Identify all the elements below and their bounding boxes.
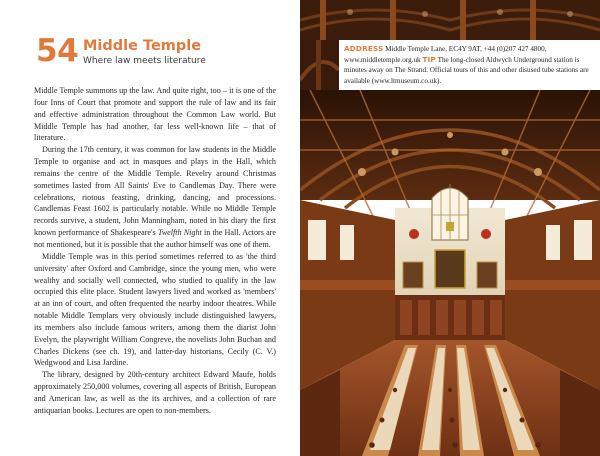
great-hall-photo-icon bbox=[300, 90, 600, 456]
chapter-title: Middle Temple bbox=[83, 38, 202, 54]
paragraph bbox=[34, 144, 276, 251]
chapter-heading bbox=[36, 33, 286, 69]
play-title: Twelfth Night bbox=[157, 228, 202, 238]
roof-beams-icon bbox=[300, 0, 600, 40]
chapter-subtitle: Where law meets literature bbox=[83, 56, 206, 66]
photo-left-strip bbox=[300, 40, 339, 92]
body-text bbox=[34, 85, 276, 417]
tip-text: The long-closed Aldwych Underground station is minutes away on The Strand. Official tours of this and other disused tube stations are available (www.ltmuseum.co.uk). bbox=[344, 55, 589, 85]
great-hall-photo bbox=[300, 90, 600, 456]
right-page bbox=[300, 0, 600, 456]
paragraph-text: During the 17th century, it was common for law students in the Middle Temple to organise and act in masques and plays in the Hall, which remains the centre of the Middle Temple. Revelry around Christmas sometimes lasted from All Saints' Eve to Candlemas Day. There were celebrations, riotous feasting, drinking, dancing, and processions. Candlemas Feast 1602 is particularly notable. While no Middle Temple records survive, a student, John Manningham, noted in his diary the first known performance of Shakespeare's bbox=[34, 145, 276, 238]
paragraph: The library, designed by 20th-century architect Edward Maufe, holds approximately 250,000 volumes, covering all aspects of British, European and American law, as well as the its archives, and a collection of rare antiquarian books. Lectures are open to non-members. bbox=[34, 370, 276, 415]
info-panel bbox=[339, 41, 600, 93]
paragraph-text: in the Hall. Actors are not mentioned, but it is possible that the author himself was one of them. bbox=[34, 228, 276, 249]
address-text: Middle Temple Lane, EC4Y 9AT, +44 (0)207 427 4800, www.middletemple.org.uk bbox=[344, 45, 547, 64]
paragraph: Middle Temple was in this period sometimes referred to as 'the third university' after Oxford and Cambridge, since the young men, who were wealthy and socially well connected, who studied to qualify in the law occupied this elite place. Student lawyers lived and worked as 'members' at an inn of court, and often frequented the nearby indoor theatres. While notable Middle Templars very obviously include distinguished lawyers, its members also include famous writers, among them the diarist John Evelyn, the playwright William Congreve, the novelists John Buchan and Charles Dickens (see ch. 19), and latter-day historians, Cecily (C. V.) Wedgwood and Lisa Jardine. bbox=[34, 251, 276, 368]
photo-top-strip bbox=[300, 0, 600, 40]
tip-label: TIP bbox=[422, 54, 436, 64]
address-label: ADDRESS bbox=[344, 44, 384, 53]
chapter-number: 54 bbox=[36, 33, 79, 69]
paragraph: Middle Temple summons up the law. And quite right, too – it is one of the four Inns of Court that promote and support the rule of law and its fair and effective administration throughout the Common Law world. But Middle Temple has had another, far less well-known life – that of literature. bbox=[34, 86, 276, 143]
info-text bbox=[344, 44, 594, 86]
